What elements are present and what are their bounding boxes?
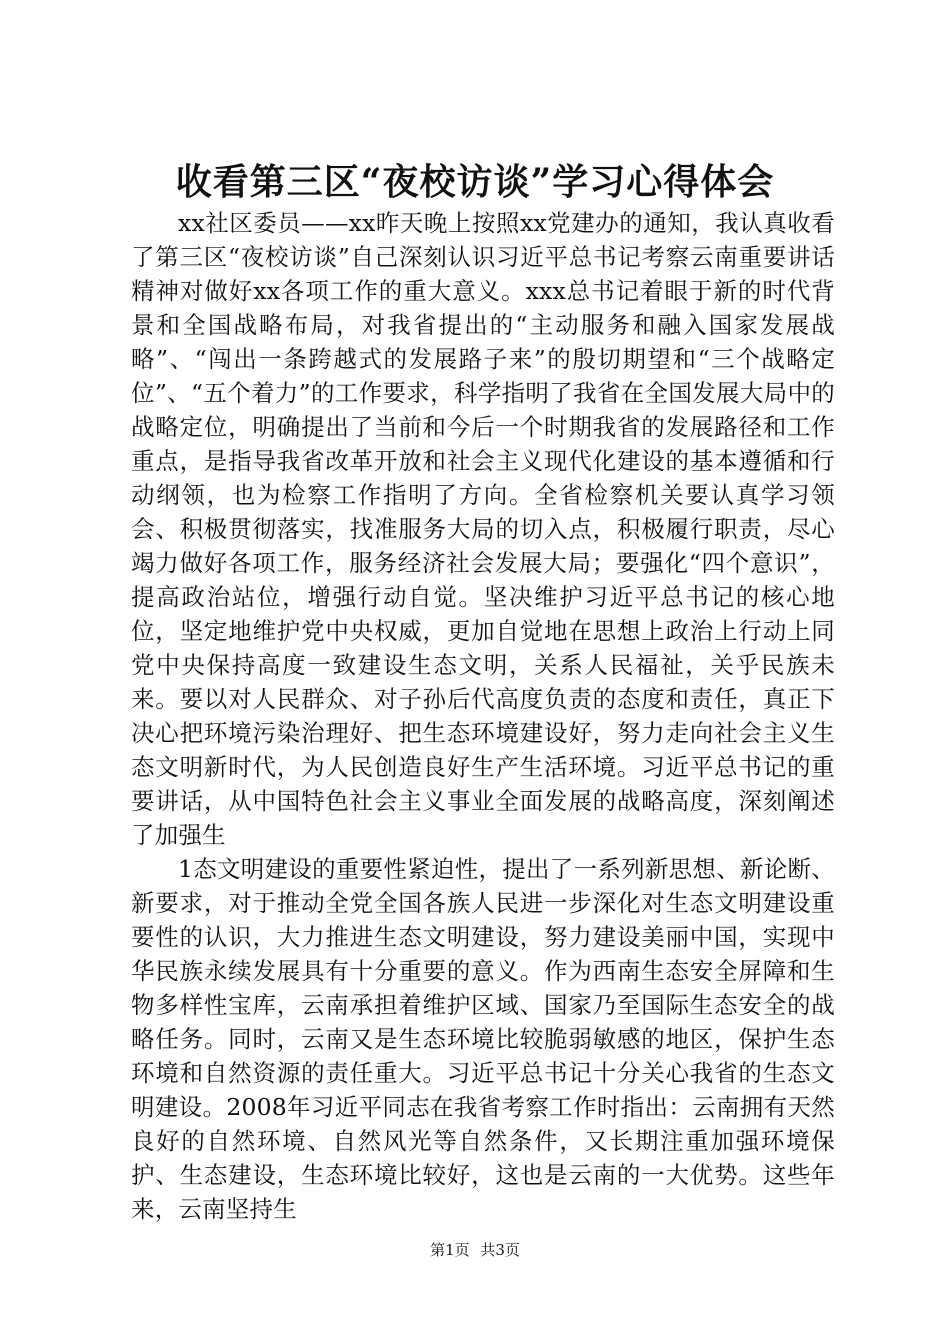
document-title: 收看第三区“夜校访谈”学习心得体会 xyxy=(175,161,775,203)
document-body xyxy=(131,206,835,1226)
page-total: 共3页 xyxy=(480,1241,520,1259)
paragraph: 1态文明建设的重要性紧迫性，提出了一系列新思想、新论断、新要求，对于推动全党全国各族人民进一步深化对生态文明建设重要性的认识，大力推进生态文明建设，努力建设美丽中国，实现中华民族永续发展具有十分重要的意义。作为西南生态安全屏障和生物多样性宝库，云南承担着维护区域、国家乃至国际生态安全的战略任务。同时，云南又是生态环境比较脆弱敏感的地区，保护生态环境和自然资源的责任重大。习近平总书记十分关心我省的生态文明建设。2008年习近平同志在我省考察工作时指出：云南拥有天然良好的自然环境、自然风光等自然条件，又长期注重加强环境保护、生态建设，生态环境比较好，这也是云南的一大优势。这些年来，云南坚持生 xyxy=(131,855,835,1223)
page-number: 第1页 xyxy=(430,1241,470,1259)
page-footer xyxy=(0,1240,950,1260)
paragraph: xx社区委员——xx昨天晚上按照xx党建办的通知，我认真收看了第三区“夜校访谈”自己深刻认识习近平总书记考察云南重要讲话精神对做好xx各项工作的重大意义。xxx总书记着眼于新的时代背景和全国战略布局，对我省提出的“主动服务和融入国家发展战略”、“闯出一条跨越式的发展路子来”的殷切期望和“三个战略定位”、“五个着力”的工作要求，科学指明了我省在全国发展大局中的战略定位，明确提出了当前和今后一个时期我省的发展路径和工作重点，是指导我省改革开放和社会主义现代化建设的基本遵循和行动纲领，也为检察工作指明了方向。全省检察机关要认真学习领会、积极贯彻落实，找准服务大局的切入点，积极履行职责，尽心竭力做好各项工作，服务经济社会发展大局；要强化“四个意识”，提高政治站位，增强行动自觉。坚决维护习近平总书记的核心地位，坚定地维护党中央权威，更加自觉地在思想上政治上行动上同党中央保持高度一致建设生态文明，关系人民福祉，关乎民族未来。要以对人民群众、对子孙后代高度负责的态度和责任，真正下决心把环境污染治理好、把生态环境建设好，努力走向社会主义生态文明新时代，为人民创造良好生产生活环境。习近平总书记的重要讲话，从中国特色社会主义事业全面发展的战略高度，深刻阐述了加强生 xyxy=(131,209,835,849)
